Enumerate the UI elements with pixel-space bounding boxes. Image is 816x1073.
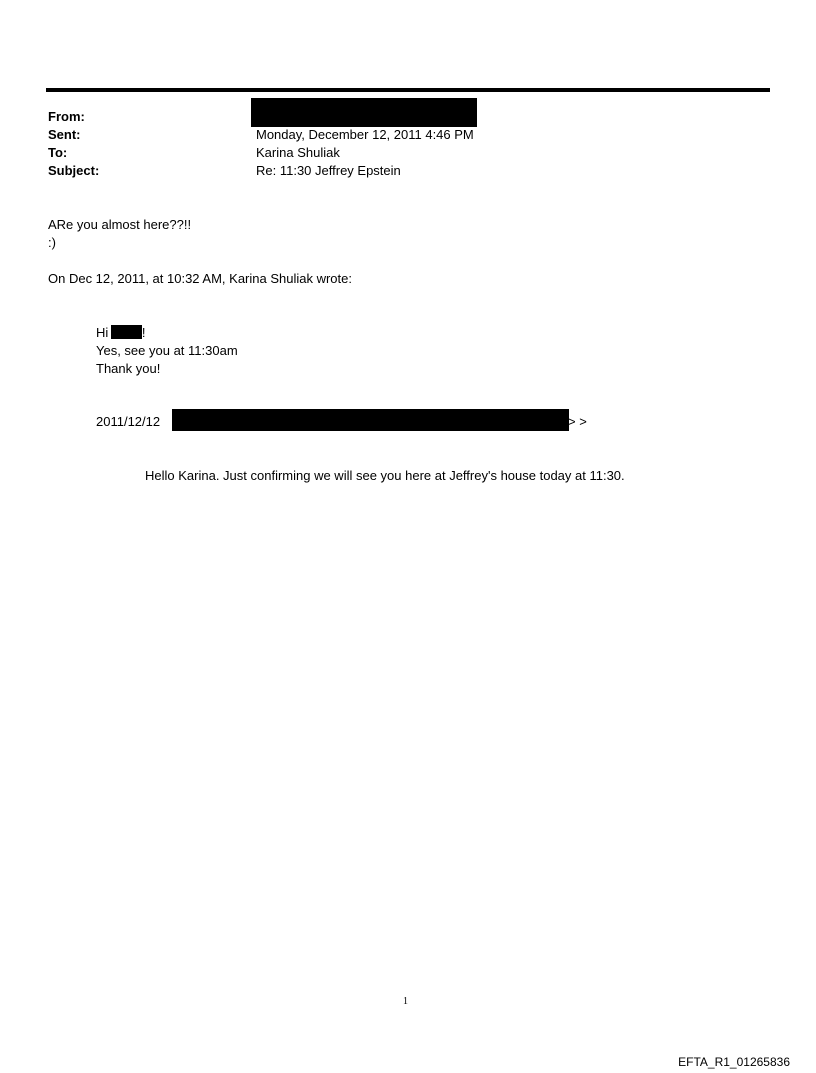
sent-label: Sent: <box>48 127 81 142</box>
quoted-greeting-start: Hi <box>96 325 109 340</box>
redaction-sender <box>172 409 569 431</box>
quoted-line-2: Yes, see you at 11:30am <box>96 343 238 358</box>
redaction-name <box>111 325 142 339</box>
inner-message: Hello Karina. Just confirming we will see you here at Jeffrey's house today at 11:30. <box>145 468 625 483</box>
quoted-date-suffix: > > <box>568 414 587 429</box>
quoted-line-3: Thank you! <box>96 361 161 376</box>
subject-label: Subject: <box>48 163 100 178</box>
quoted-greeting <box>96 325 146 341</box>
to-value: Karina Shuliak <box>256 145 340 160</box>
header-divider <box>46 88 770 92</box>
page-number: 1 <box>403 996 408 1007</box>
redaction-from <box>251 98 477 127</box>
sent-value: Monday, December 12, 2011 4:46 PM <box>256 127 474 142</box>
subject-value: Re: 11:30 Jeffrey Epstein <box>256 163 401 178</box>
body-line-2: :) <box>48 235 56 250</box>
quoted-date-prefix: 2011/12/12 <box>96 414 161 429</box>
quote-intro: On Dec 12, 2011, at 10:32 AM, Karina Shuliak wrote: <box>48 271 352 286</box>
to-label: To: <box>48 145 68 160</box>
bates-id: EFTA_R1_01265836 <box>678 1055 790 1069</box>
body-line-1: ARe you almost here??!! <box>48 217 192 232</box>
from-label: From: <box>48 109 85 124</box>
quoted-greeting-end: ! <box>141 325 146 340</box>
